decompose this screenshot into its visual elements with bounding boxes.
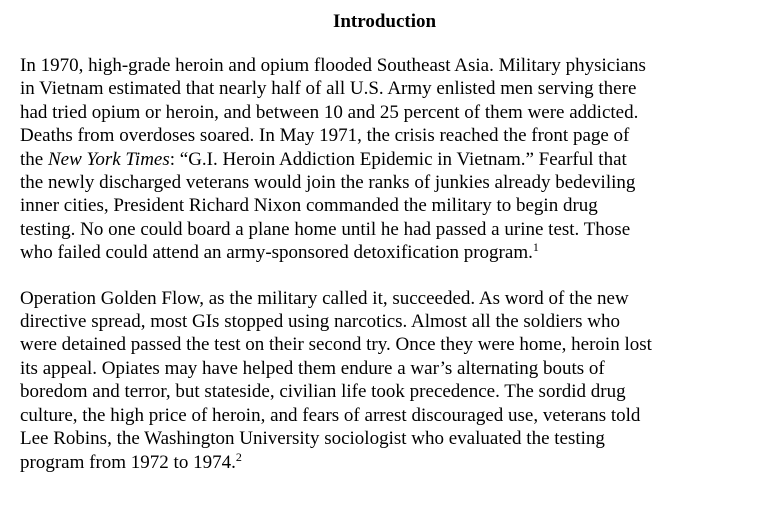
text-segment: Operation Golden Flow, as the military called it, succeeded. As word of the new <box>20 287 629 309</box>
text-line <box>20 194 749 217</box>
publication-title: New York Times <box>47 148 170 170</box>
text-segment: In 1970, high-grade heroin and opium flooded Southeast Asia. Military physicians <box>20 55 646 76</box>
text-line <box>20 171 749 194</box>
text-segment: inner cities, President Richard Nixon commanded the military to begin drug <box>20 195 598 217</box>
text-line <box>20 124 749 147</box>
text-line <box>20 357 749 380</box>
text-segment: testing. No one could board a plane home until he had passed a urine test. Those <box>20 218 631 240</box>
text-segment: program from 1972 to 1974. <box>20 451 236 473</box>
text-segment: in Vietnam estimated that nearly half of all U.S. Army enlisted men serving there <box>20 78 637 100</box>
text-line <box>20 241 749 264</box>
body-text <box>20 54 749 474</box>
text-line <box>20 451 749 474</box>
text-line <box>20 77 749 100</box>
footnote-marker: 2 <box>235 449 242 464</box>
text-segment: were detained passed the test on their second try. Once they were home, heroin lost <box>20 334 652 356</box>
paragraph <box>20 54 749 265</box>
section-heading: Introduction <box>332 11 437 32</box>
paragraph <box>20 287 749 474</box>
text-line <box>20 287 749 310</box>
text-line <box>20 404 749 427</box>
text-line <box>20 101 749 124</box>
text-segment: : “G.I. Heroin Addiction Epidemic in Vietnam.” Fearful that <box>169 148 627 170</box>
text-line <box>20 310 749 333</box>
text-segment: who failed could attend an army-sponsored detoxification program. <box>20 242 533 264</box>
text-segment: culture, the high price of heroin, and fears of arrest discouraged use, veterans told <box>20 404 641 426</box>
text-segment: Deaths from overdoses soared. In May 1971, the crisis reached the front page of <box>20 125 630 147</box>
text-line <box>20 218 749 241</box>
text-segment: had tried opium or heroin, and between 10 and 25 percent of them were addicted. <box>20 101 639 123</box>
text-segment: the <box>20 148 48 170</box>
footnote-marker: 1 <box>532 240 539 255</box>
text-segment: boredom and terror, but stateside, civilian life took precedence. The sordid drug <box>20 381 626 403</box>
text-line <box>20 380 749 403</box>
text-line <box>20 148 749 171</box>
text-line <box>20 333 749 356</box>
text-line <box>20 54 749 77</box>
text-segment: its appeal. Opiates may have helped them endure a war’s alternating bouts of <box>20 357 605 379</box>
text-segment: the newly discharged veterans would join the ranks of junkies already bedeviling <box>20 172 636 194</box>
text-line <box>20 427 749 450</box>
text-segment: directive spread, most GIs stopped using narcotics. Almost all the soldiers who <box>20 311 620 333</box>
text-segment: Lee Robins, the Washington University sociologist who evaluated the testing <box>20 428 605 450</box>
